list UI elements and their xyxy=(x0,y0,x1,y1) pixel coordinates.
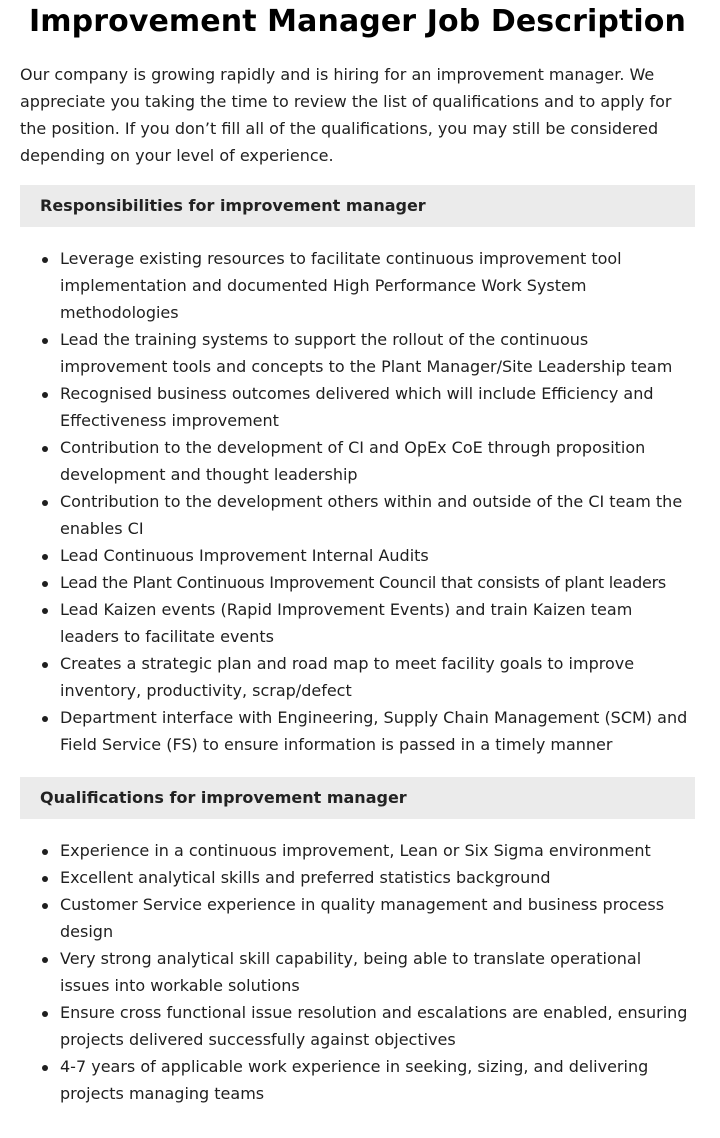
job-description-page xyxy=(20,0,695,1107)
list-item: Creates a strategic plan and road map to meet facility goals to improve inventory, productivity, scrap/defect xyxy=(60,650,695,704)
list-item: Department interface with Engineering, Supply Chain Management (SCM) and Field Service (FS) to ensure information is passed in a timely manner xyxy=(60,704,695,758)
responsibilities-heading: Responsibilities for improvement manager xyxy=(20,185,695,227)
list-item: Contribution to the development others within and outside of the CI team the enables CI xyxy=(60,488,695,542)
list-item: Contribution to the development of CI and OpEx CoE through proposition development and thought leadership xyxy=(60,434,695,488)
responsibilities-list xyxy=(20,245,695,758)
list-item: Recognised business outcomes delivered which will include Efficiency and Effectiveness improvement xyxy=(60,380,695,434)
list-item: Lead the training systems to support the rollout of the continuous improvement tools and concepts to the Plant Manager/Site Leadership team xyxy=(60,326,695,380)
qualifications-list xyxy=(20,837,695,1107)
list-item: Customer Service experience in quality management and business process design xyxy=(60,891,695,945)
list-item: Lead the Plant Continuous Improvement Council that consists of plant leaders xyxy=(60,569,695,596)
list-item: Excellent analytical skills and preferred statistics background xyxy=(60,864,695,891)
list-item: Ensure cross functional issue resolution and escalations are enabled, ensuring projects delivered successfully against objectives xyxy=(60,999,695,1053)
intro-paragraph: Our company is growing rapidly and is hiring for an improvement manager. We appreciate you taking the time to review the list of qualifications and to apply for the position. If you don’t fill all of the qualifications, you may still be considered depending on your level of experience. xyxy=(20,65,672,165)
page-title: Improvement Manager Job Description xyxy=(29,4,686,39)
list-item: Leverage existing resources to facilitate continuous improvement tool implementation and documented High Performance Work System methodologies xyxy=(60,245,695,326)
list-item: 4-7 years of applicable work experience in seeking, sizing, and delivering projects managing teams xyxy=(60,1053,695,1107)
list-item: Very strong analytical skill capability, being able to translate operational issues into workable solutions xyxy=(60,945,695,999)
list-item: Lead Continuous Improvement Internal Audits xyxy=(60,542,695,569)
qualifications-heading: Qualifications for improvement manager xyxy=(20,777,695,819)
list-item: Lead Kaizen events (Rapid Improvement Events) and train Kaizen team leaders to facilitate events xyxy=(60,596,695,650)
list-item: Experience in a continuous improvement, Lean or Six Sigma environment xyxy=(60,837,695,864)
